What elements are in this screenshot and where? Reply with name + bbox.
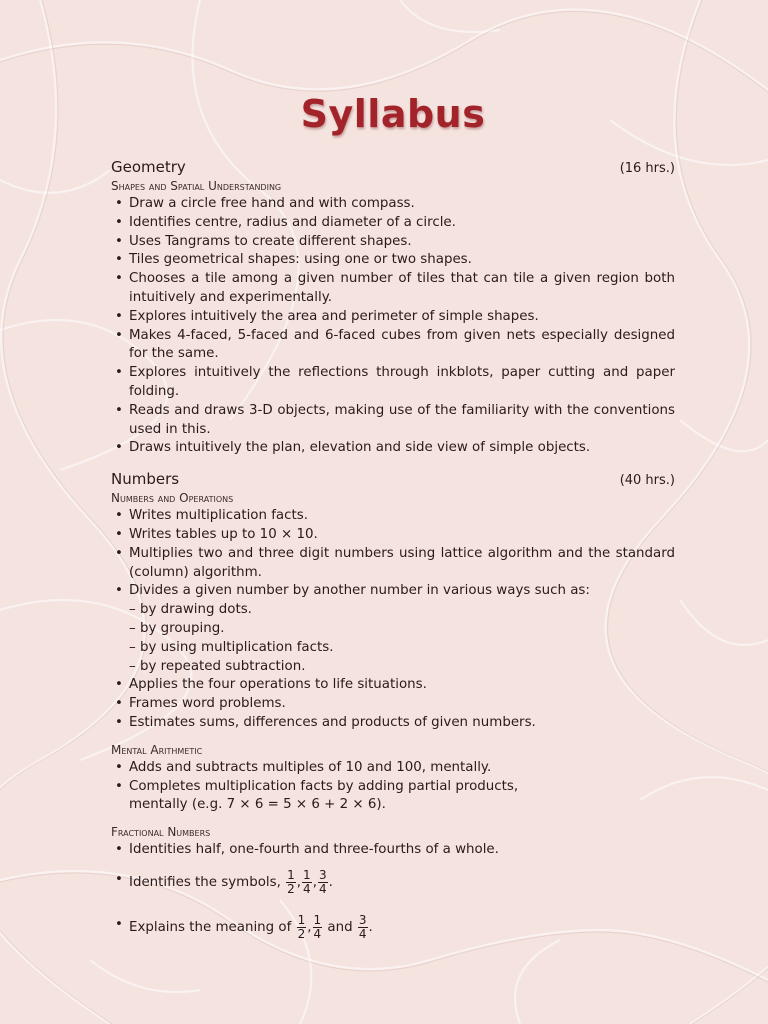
section-hours: (16 hrs.) — [619, 161, 675, 176]
fraction-quarter: $\frac{1}{4}$ — [303, 867, 311, 896]
item-text: • Explains the meaning of — [129, 919, 292, 935]
numbers-section-header — [111, 466, 675, 488]
list-item: • Frames word problems. — [111, 695, 675, 714]
list-item: • Tiles geometrical shapes: using one or two shapes. — [111, 251, 675, 270]
list-item: • Identities half, one-fourth and three-fourths of a whole. — [111, 841, 675, 860]
fraction-three-quarters: $\frac{3}{4}$ — [358, 912, 367, 941]
list-item: • Identifies centre, radius and diameter of a circle. — [111, 214, 675, 233]
fractional-list — [111, 841, 675, 860]
fraction-symbols-item: • Identifies the symbols, $\frac{1}{2}$ , $\frac{1}{4}$ , $\frac{3}{4}$ . — [111, 860, 675, 905]
fraction-quarter: $\frac{1}{4}$ — [313, 912, 322, 941]
fraction-three-quarters: $\frac{3}{4}$ — [318, 867, 327, 896]
list-item: • Adds and subtracts multiples of 10 and 100, mentally. — [111, 759, 675, 778]
subsection-title: Numbers and Operations — [111, 491, 234, 506]
list-item: • Reads and draws 3-D objects, making use of the familiarity with the conventions used in this. — [111, 402, 675, 440]
mental-list — [111, 759, 675, 815]
subsection-title: Shapes and Spatial Understanding — [111, 179, 282, 193]
fraction-half: $\frac{1}{2}$ — [297, 912, 306, 941]
subsection-title: Mental Arithmetic — [111, 742, 203, 757]
dash-item: – by drawing dots. — [129, 602, 252, 618]
list-item: • Makes 4-faced, 5-faced and 6-faced cubes from given nets especially designed for the same. — [111, 327, 675, 365]
list-item: • Uses Tangrams to create different shapes. — [111, 233, 675, 252]
section-title: Geometry — [111, 158, 186, 176]
list-item: • Estimates sums, differences and products of given numbers. — [111, 714, 675, 733]
syllabus-content — [111, 154, 675, 950]
fraction-meaning-item: • Explains the meaning of $\frac{1}{2}$ , $\frac{1}{4}$ and $\frac{3}{4}$ . — [111, 905, 675, 950]
section-hours: (40 hrs.) — [619, 473, 675, 489]
list-item: • Chooses a tile among a given number of tiles that can tile a given region both intuitively and experimentally. — [111, 270, 675, 308]
list-item: • Writes tables up to 10 × 10. — [111, 526, 675, 545]
geometry-list — [111, 195, 675, 458]
list-item: • Draw a circle free hand and with compass. — [111, 195, 675, 214]
list-item: • Draws intuitively the plan, elevation and side view of simple objects. — [111, 439, 675, 458]
item-text: • Identifies the symbols, — [129, 874, 281, 890]
list-item: • Applies the four operations to life situations. — [111, 676, 675, 695]
list-item: • Multiplies two and three digit numbers using lattice algorithm and the standard (column) algorithm. — [111, 545, 675, 583]
list-item: • Divides a given number by another number in various ways such as: — [111, 582, 675, 601]
list-item: • Explores intuitively the reflections through inkblots, paper cutting and paper folding. — [111, 364, 675, 402]
list-item: • Writes multiplication facts. — [111, 507, 675, 526]
list-item: • Completes multiplication facts by adding partial products, mentally (e.g. 7 × 6 = 5 × 6 + 2 × 6). — [111, 778, 675, 816]
geometry-section-header — [111, 154, 675, 176]
fraction-half: $\frac{1}{2}$ — [287, 867, 295, 896]
dash-item: – by grouping. — [129, 620, 225, 636]
list-item: • Explores intuitively the area and perimeter of simple shapes. — [111, 308, 675, 327]
section-title: Numbers — [111, 470, 180, 489]
dash-item: – by using multiplication facts. — [129, 639, 334, 655]
subsection-title: Fractional Numbers — [111, 825, 211, 840]
dash-item: – by repeated subtraction. — [129, 658, 306, 674]
numbers-list — [111, 507, 675, 733]
page-title: Syllabus — [300, 92, 486, 136]
